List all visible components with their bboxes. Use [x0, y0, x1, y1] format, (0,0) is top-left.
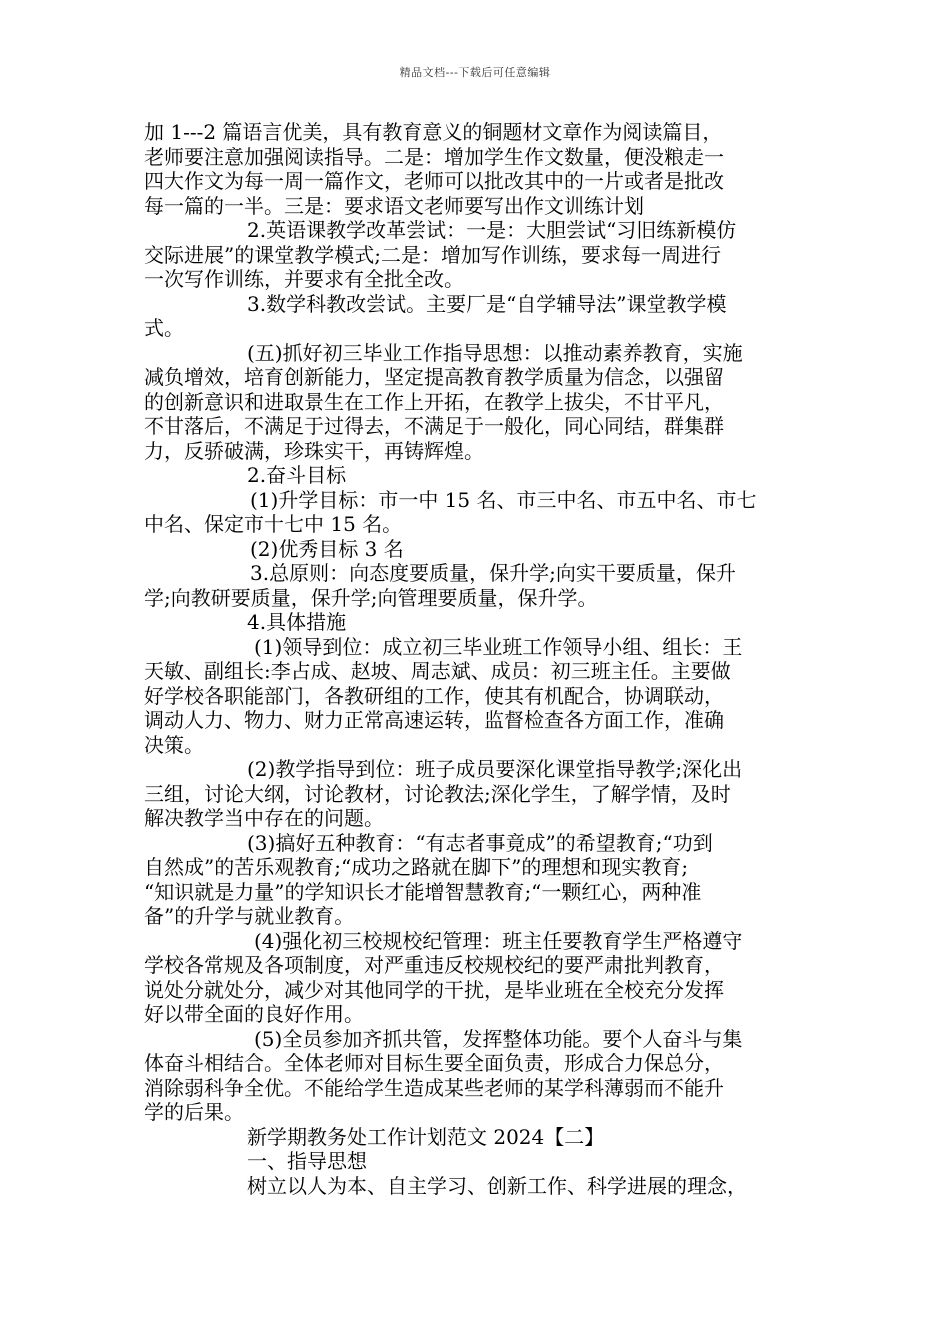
text-line: (4)强化初三校规校纪管理：班主任要教育学生严格遵守: [254, 928, 743, 953]
text-line: “知识就是力量”的学知识长才能增智慧教育;“一颗红心，两种准: [144, 879, 702, 904]
page-header: 精品文档---下载后可任意编辑: [399, 66, 551, 79]
text-line: 3.数学科教改尝试。主要厂是“自学辅导法”课堂教学模: [247, 291, 727, 316]
text-line: 加 1---2 篇语言优美，具有教育意义的铜题材文章作为阅读篇目，: [144, 120, 723, 144]
text-line: 学;向教研要质量，保升学;向管理要质量，保升学。: [144, 585, 598, 610]
text-line: 交际进展”的课堂教学模式;二是：增加写作训练，要求每一周进行: [144, 242, 721, 267]
text-line: 体奋斗相结合。全体老师对目标生要全面负责，形成合力保总分，: [144, 1051, 724, 1075]
text-line: 新学期教务处工作计划范文 2024【二】: [247, 1124, 605, 1149]
text-line: (2)教学指导到位：班子成员要深化课堂指导教学;深化出: [247, 757, 743, 781]
text-line: 学的后果。: [144, 1100, 244, 1124]
text-line: 一、指导思想: [247, 1149, 367, 1173]
text-line: 天敏、副组长:李占成、赵坡、周志斌、成员：初三班主任。主要做: [144, 659, 731, 683]
text-line: 2.奋斗目标: [247, 463, 347, 487]
text-line: 解决教学当中存在的问题。: [144, 806, 384, 830]
text-line: (5)全员参加齐抓共管，发挥整体功能。要个人奋斗与集: [254, 1026, 743, 1051]
text-line: (五)抓好初三毕业工作指导思想：以推动素养教育，实施: [247, 340, 743, 365]
text-line: 老师要注意加强阅读指导。二是：增加学生作文数量，便没粮走一: [144, 144, 724, 169]
text-line: 树立以人为本、自主学习、创新工作、科学进展的理念，: [247, 1173, 747, 1198]
text-line: 说处分就处分，减少对其他同学的干扰，是毕业班在全校充分发挥: [144, 977, 724, 1002]
text-line: 每一篇的一半。三是：要求语文老师要写出作文训练计划: [144, 193, 644, 218]
text-line: 力，反骄破满，珍珠实干，再铸辉煌。: [144, 438, 484, 463]
text-line: 减负增效，培育创新能力，坚定提高教育教学质量为信念，以强留: [144, 365, 724, 389]
text-line: 自然成”的苦乐观教育;“成功之路就在脚下”的理想和现实教育;: [144, 855, 689, 879]
text-line: (2)优秀目标 3 名: [250, 536, 404, 561]
text-line: 好以带全面的良好作用。: [144, 1002, 364, 1026]
text-line: 不甘落后，不满足于过得去，不满足于一般化，同心同结，群集群: [144, 414, 724, 438]
text-line: 3.总原则：向态度要质量，保升学;向实干要质量，保升: [250, 561, 736, 585]
text-line: 调动人力、物力、财力正常高速运转，监督检查各方面工作，准确: [144, 708, 724, 732]
text-line: 的创新意识和进取景生在工作上开拓，在教学上拔尖，不甘平凡，: [144, 389, 724, 414]
text-line: 好学校各职能部门，各教研组的工作，使其有机配合，协调联动，: [144, 683, 724, 708]
text-line: 4.具体措施: [247, 610, 347, 634]
text-line: 三组，讨论大纲，讨论教材，讨论教法;深化学生，了解学情，及时: [144, 781, 731, 806]
text-line: (1)领导到位：成立初三毕业班工作领导小组、组长：王: [254, 634, 743, 659]
text-line: 一次写作训练，并要求有全批全改。: [144, 267, 464, 291]
text-line: 式。: [144, 316, 184, 340]
text-line: (1)升学目标：市一中 15 名、市三中名、市五中名、市七: [250, 487, 757, 512]
text-line: 备”的升学与就业教育。: [144, 904, 355, 928]
text-line: (3)搞好五种教育：“有志者事竟成”的希望教育;“功到: [247, 830, 713, 855]
text-line: 中名、保定市十七中 15 名。: [144, 512, 403, 536]
document-body: [144, 120, 808, 1198]
text-line: 学校各常规及各项制度，对严重违反校规校纪的要严肃批判教育，: [144, 953, 724, 977]
text-line: 消除弱科争全优。不能给学生造成某些老师的某学科薄弱而不能升: [144, 1075, 724, 1100]
text-line: 决策。: [144, 732, 204, 757]
text-line: 四大作文为每一周一篇作文，老师可以批改其中的一片或者是批改: [144, 169, 724, 193]
text-line: 2.英语课教学改革尝试：一是：大胆尝试“习旧练新模仿: [247, 218, 737, 242]
